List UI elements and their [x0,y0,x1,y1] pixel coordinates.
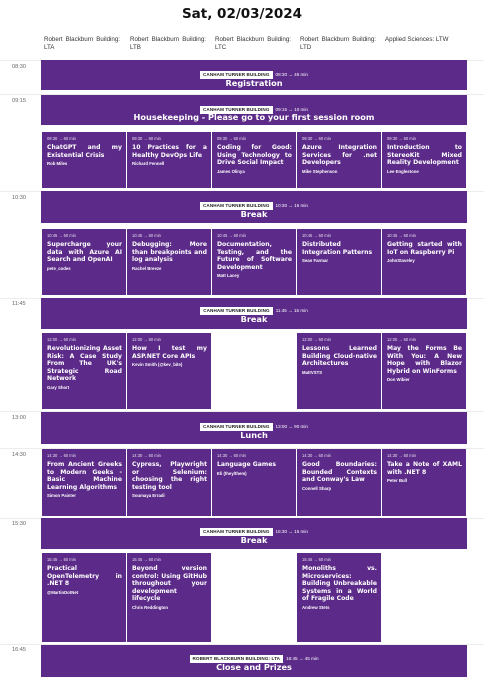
session-card[interactable] [42,553,126,642]
session-title: Revolutionizing Asset Risk: A Case Study From The UK's Strategic Road Network [47,345,122,383]
session-card[interactable] [127,449,211,516]
session-speaker: Rob Miles [47,161,68,167]
session-title: From Ancient Greeks to Modern Geeks - Basic Machine Learning Algorithms [47,461,122,491]
time-label: 16:45 [12,647,26,653]
session-card[interactable] [382,333,466,409]
session-speaker: Connell Sharp [302,485,332,491]
session-speaker: Matt Lacey [217,273,240,279]
session-title: How I test my ASP.NET Core APIs [132,345,207,360]
plenary-title: Lunch [240,430,268,440]
session-time: 13:00 → 90 min [275,424,308,430]
session-time: 09:30 → 60 min [132,136,161,141]
session-title: Supercharge your data with Azure AI Search and OpenAI [47,241,122,264]
plenary-title: Registration [225,78,283,88]
session-card[interactable] [127,229,211,295]
session-time: 11:45 → 15 min [275,308,308,314]
session-title: Lessons Learned Building Cloud-native Architectures [302,345,377,368]
session-card[interactable] [127,333,211,409]
session-card[interactable] [212,229,296,295]
session-card[interactable] [382,449,466,516]
session-title: Language Games [217,461,276,468]
session-speaker: Sean Farmar [302,258,329,264]
session-title: Practical OpenTelemetry in .NET 8 [47,565,122,588]
session-title: Documentation, Testing, and the Future of Software Development [217,241,292,271]
time-label: 14:30 [12,452,26,458]
session-time: 14:30 → 60 min [217,453,246,458]
session-time: 10:45 → 60 min [47,233,76,238]
session-speaker: MattVSTS [302,369,323,375]
room-header-ltb: Robert Blackburn Building: LTB [130,36,206,51]
session-time: 12:00 → 60 min [47,337,76,342]
session-time: 10:45 → 60 min [387,233,416,238]
session-time: 08:30 → 45 min [275,72,308,78]
session-speaker: pete_codes [47,265,71,271]
session-speaker: Lee Englestone [387,168,419,174]
session-time: 09:30 → 60 min [387,136,416,141]
session-card[interactable] [382,229,466,295]
session-time: 10:45 → 60 min [302,233,331,238]
session-title: Take a Note of XAML with .NET 8 [387,461,462,476]
session-time: 12:00 → 60 min [302,337,331,342]
session-card[interactable] [127,553,211,642]
session-time: 14:30 → 60 min [47,453,76,458]
time-label: 09:15 [12,98,26,104]
session-title: May the Forms Be With You: A New Hope with Blazor Hybrid on WinForms [387,345,462,375]
session-card[interactable] [42,229,126,295]
plenary-break[interactable] [41,298,467,329]
location-badge: ROBERT BLACKBURN BUILDING: LTA [190,655,284,663]
session-card[interactable] [212,449,296,516]
time-label: 15:30 [12,521,26,527]
room-header-ltd: Robert Blackburn Building: LTD [300,36,376,51]
session-speaker: Gary Short [47,384,70,390]
session-time: 09:30 → 60 min [302,136,331,141]
time-label: 13:00 [12,415,26,421]
session-card[interactable] [297,132,381,188]
plenary-title: Close and Prizes [216,662,292,672]
location-badge: CANHAM TURNER BUILDING [200,307,273,315]
session-card[interactable] [42,449,126,516]
location-badge: CANHAM TURNER BUILDING [200,528,273,536]
location-badge: CANHAM TURNER BUILDING [200,71,273,79]
plenary-title: Break [240,535,268,545]
room-header-lta: Robert Blackburn Building: LTA [44,36,120,51]
plenary-lunch[interactable] [41,412,467,444]
plenary-registration[interactable] [41,60,467,90]
plenary-title: Housekeeping - Please go to your first session room [133,112,375,122]
session-time: 09:30 → 60 min [217,136,246,141]
session-speaker: Eli (they/them) [217,470,247,476]
session-speaker: Andrew Stets [302,604,330,610]
session-time: 12:00 → 60 min [387,337,416,342]
session-card[interactable] [382,132,466,188]
session-title: Coding for Good: Using Technology to Drive Social Impact [217,144,292,167]
session-title: Good Boundaries: Bounded Contexts and Conway's Law [302,461,377,484]
session-time: 10:30 → 15 min [275,203,308,209]
session-time: 14:30 → 60 min [387,453,416,458]
plenary-title: Break [240,209,268,219]
session-speaker: Rachel Breeze [132,265,162,271]
session-title: ChatGPT and my Existential Crisis [47,144,122,159]
location-badge: CANHAM TURNER BUILDING [200,202,273,210]
session-speaker: Chris Reddington [132,604,169,610]
session-time: 15:45 → 60 min [47,557,76,562]
session-speaker: Peter Bull [387,478,408,484]
session-speaker: @MartinDotNet [47,589,79,595]
plenary-housekeeping[interactable] [41,95,467,125]
session-time: 10:45 → 60 min [217,233,246,238]
session-title: Debugging: More than breakpoints and log analysis [132,241,207,264]
session-speaker: Richard Fennell [132,161,165,167]
session-card[interactable] [127,132,211,188]
session-card[interactable] [212,132,296,188]
room-header-ltc: Robert Blackburn Building: LTC [215,36,291,51]
session-speaker: Mike Stephenson [302,168,338,174]
session-title: Getting started with IoT on Raspberry Pi [387,241,462,256]
plenary-close[interactable] [41,645,467,677]
plenary-break[interactable] [41,518,467,549]
session-card[interactable] [297,333,381,409]
session-title: Distributed Integration Patterns [302,241,373,256]
session-title: 10 Practices for a Healthy DevOps Life [132,144,207,159]
session-time: 16:45 → 45 min [286,656,319,662]
session-card[interactable] [297,229,381,295]
session-title: Introduction to StereoKit Mixed Reality Development [387,144,462,167]
time-label: 08:30 [12,64,26,70]
session-speaker: Don Wibier [387,377,410,383]
session-time: 09:30 → 60 min [47,136,76,141]
plenary-break[interactable] [41,191,467,223]
location-badge: CANHAM TURNER BUILDING [200,423,273,431]
session-time: 14:30 → 60 min [132,453,161,458]
time-label: 10:30 [12,195,26,201]
session-speaker: Soumaya Erradi [132,493,165,499]
session-card[interactable] [42,333,126,409]
session-card[interactable] [297,449,381,516]
room-header-ltw: Applied Sciences: LTW [385,36,449,43]
session-card[interactable] [297,553,381,642]
session-speaker: Simon Painter [47,493,76,499]
page-title: Sat, 02/03/2024 [181,6,303,22]
session-title: Monoliths vs. Microservices: Building Unbreakable Systems in a World of Fragile Code [302,565,377,603]
session-time: 14:30 → 60 min [302,453,331,458]
location-badge: CANHAM TURNER BUILDING [200,106,273,114]
session-time: 09:15 → 10 min [275,107,308,113]
session-title: Cypress, Playwright or Selenium: choosing the right testing tool [132,461,207,491]
session-time: 15:45 → 60 min [132,557,161,562]
session-card[interactable] [42,132,126,188]
session-time: 15:45 → 60 min [302,557,331,562]
session-speaker: James Olinya [217,168,245,174]
session-time: 12:00 → 60 min [132,337,161,342]
session-speaker: JohnStaveley [387,258,415,264]
session-speaker: Kevin Smith (@kev_bite) [132,362,183,368]
session-time: 15:30 → 15 min [275,529,308,535]
time-label: 11:45 [12,301,26,307]
session-time: 10:45 → 60 min [132,233,161,238]
session-title: Beyond version control: Using GitHub throughout your development lifecycle [132,565,207,603]
plenary-title: Break [240,314,268,324]
session-title: Azure Integration Services for .net Developers [302,144,377,167]
